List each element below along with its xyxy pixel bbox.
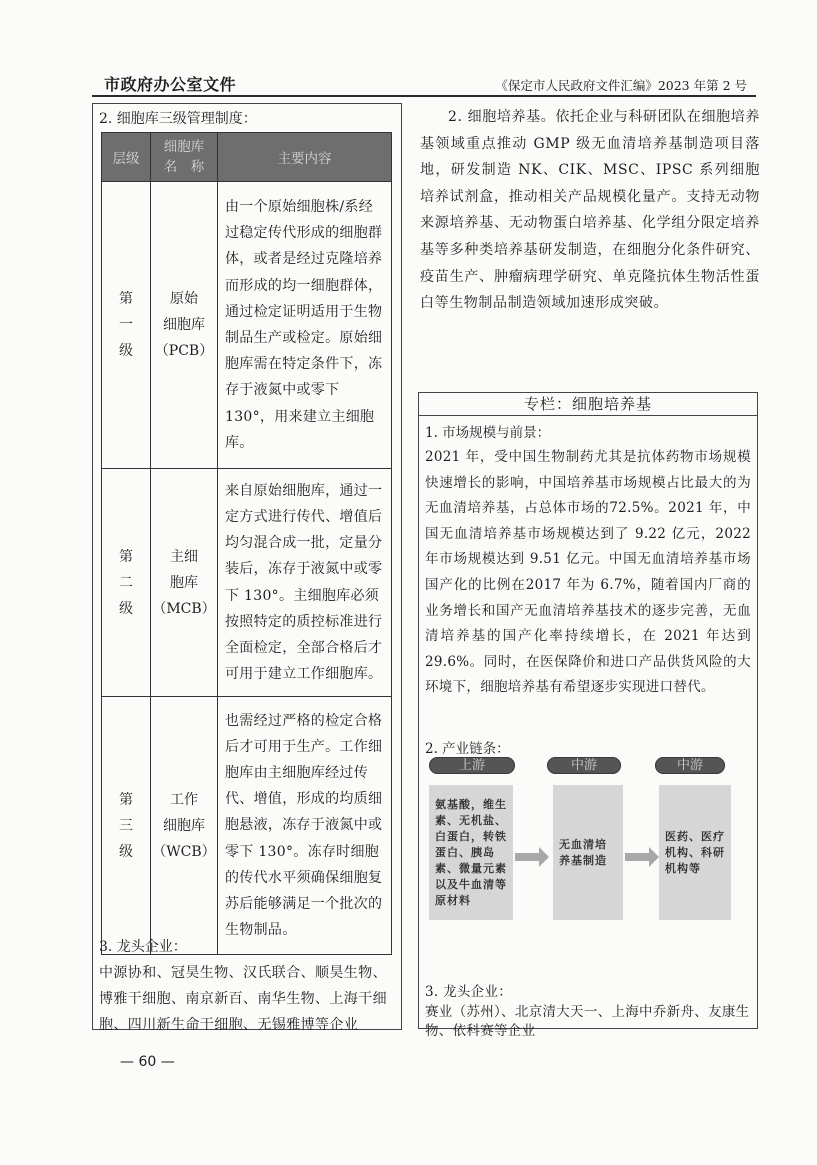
arrow-right-icon [515, 845, 551, 869]
content-cell: 来自原始细胞库，通过一定方式进行传代、增值后均匀混合成一批，定量分装后，冻存于液氮中或零下 130°。主细胞库必须按照特定的质控标准进行全面检定，全部合格后才可用于建立工作细胞库。 [218, 469, 392, 697]
chain-midstream-text: 无血清培养基制造 [559, 837, 607, 867]
tier-char: 级 [119, 843, 133, 860]
bank-name-line: 细胞库 [163, 317, 205, 333]
column-leading-companies-list: 赛业（苏州）、北京清大天一、上海中乔新舟、友康生物、依科赛等企业 [425, 1003, 750, 1039]
cell-bank-panel [92, 103, 402, 1033]
header-bank-name-line2: 名 称 [163, 159, 205, 175]
bank-name-line: 原始 [170, 291, 198, 307]
bank-name-cell [151, 697, 218, 955]
bank-name-line: 细胞库 [163, 817, 205, 834]
bank-name-cell [151, 469, 218, 697]
bank-name-line: （PCB） [154, 343, 214, 359]
header-bank-name-line1: 细胞库 [163, 139, 205, 155]
column-box-title: 专栏：细胞培养基 [419, 393, 757, 416]
page-number: — 60 — [120, 1054, 175, 1070]
culture-medium-column-box [418, 392, 758, 1039]
header-tier: 层级 [102, 133, 151, 182]
column-leading-companies [425, 983, 751, 1042]
tier-char: 二 [119, 574, 133, 591]
column-leading-companies-title: 3. 龙头企业： [425, 984, 513, 1000]
tier-char: 三 [119, 817, 133, 834]
document-header-right: 《保定市人民政府文件汇编》2023 年第 2 号 [495, 78, 747, 93]
tier-char: 级 [119, 343, 133, 359]
arrow-right-icon [625, 845, 661, 869]
tier-char: 第 [119, 548, 133, 565]
cell-bank-table [101, 132, 392, 955]
table-row [102, 697, 392, 955]
header-rule [92, 95, 756, 97]
leading-companies-list: 中源协和、冠昊生物、汉氏联合、顺昊生物、博雅干细胞、南京新百、南华生物、上海干细胞、四川新生命干细胞、无锡雅博等企业 [99, 965, 387, 1033]
cell-bank-section-title: 2. 细胞库三级管理制度： [99, 111, 257, 127]
chain-midstream-box [553, 785, 623, 920]
tier-cell [102, 697, 151, 955]
tier-char: 第 [119, 791, 133, 808]
header-bank-name [151, 133, 218, 182]
chain-downstream-box [659, 785, 731, 920]
tier-cell [102, 182, 151, 469]
chain-upstream-text: 氨基酸，维生素、无机盐、白蛋白，转铁蛋白、胰岛素、微量元素以及牛血清等原材料 [435, 797, 507, 907]
culture-medium-paragraph: 2. 细胞培养基。依托企业与科研团队在细胞培养基领域重点推动 GMP 级无血清培养基制造项目落地，研发制造 NK、CIK、MSC、IPSC 系列细胞培养试剂盒，推动相关产品规模化量产。支持无动物来源培养基、无动物蛋白培养基、化学组分限定培养基等多种类培养基研发制造，在细胞分化条件研究、疫苗生产、肿瘤病理学研究、单克隆抗体生物活性蛋白等生物制品制造领域加速形成突破。 [420, 109, 760, 312]
table-row [102, 182, 392, 469]
industry-chain-diagram [419, 757, 757, 927]
chain-downstream-text: 医药、医疗机构、科研机构等 [665, 829, 725, 875]
tier-cell [102, 469, 151, 697]
bank-name-line: 工作 [170, 791, 198, 808]
bank-name-line: （MCB） [152, 600, 216, 617]
tier-char: 级 [119, 600, 133, 617]
document-header-left: 市政府办公室文件 [104, 75, 237, 94]
chain-stage-downstream-label: 中游 [655, 757, 725, 774]
chain-stage-upstream-label: 上游 [429, 757, 515, 774]
tier-char: 一 [119, 317, 133, 333]
bank-name-line: （WCB） [152, 843, 216, 860]
chain-upstream-box [429, 785, 513, 920]
bank-name-line: 主细 [170, 548, 198, 565]
leading-companies-title: 3. 龙头企业： [99, 939, 187, 955]
table-header-row [102, 133, 392, 182]
chain-stage-midstream-label: 中游 [547, 757, 621, 774]
content-cell: 由一个原始细胞株/系经过稳定传代形成的细胞群体，或者是经过克隆培养而形成的均一细胞群体，通过检定证明适用于生物制品生产或检定。原始细胞库需在特定条件下，冻存于液氮中或零下130°，用来建立主细胞库。 [218, 182, 392, 469]
content-cell: 也需经过严格的检定合格后才可用于生产。工作细胞库由主细胞库经过传代、增值，形成的均质细胞悬液，冻存于液氮中或零下 130°。冻存时细胞的传代水平须确保细胞复苏后能够满足一个批次的生物制品。 [218, 697, 392, 955]
bank-name-cell [151, 182, 218, 469]
table-row [102, 469, 392, 697]
header-main-content: 主要内容 [218, 133, 392, 182]
chain-section-title: 2. 产业链条： [425, 741, 510, 757]
market-text: 2021 年，受中国生物制药尤其是抗体药物市场规模快速增长的影响，中国培养基市场规模占比最大的为无血清培养基，占总体市场的72.5%。2021 年，中国无血清培养基市场规模达到了 9.22 亿元，2022 年市场规模达到 9.51 亿元。中国无血清培养基市场国产化的比例在2017 年为 6.7%，随着国内厂商的业务增长和国产无血清培养基技术的逐步完善，无血清培养基的国产化率持续增长，在 2021 年达到 29.6%。同时，在医保降价和进口产品供货风险的大环境下，细胞培养基有希望逐步实现进口替代。 [425, 449, 751, 696]
bank-name-line: 胞库 [170, 574, 198, 591]
market-section-title: 1. 市场规模与前景： [425, 425, 551, 441]
tier-char: 第 [119, 291, 133, 307]
